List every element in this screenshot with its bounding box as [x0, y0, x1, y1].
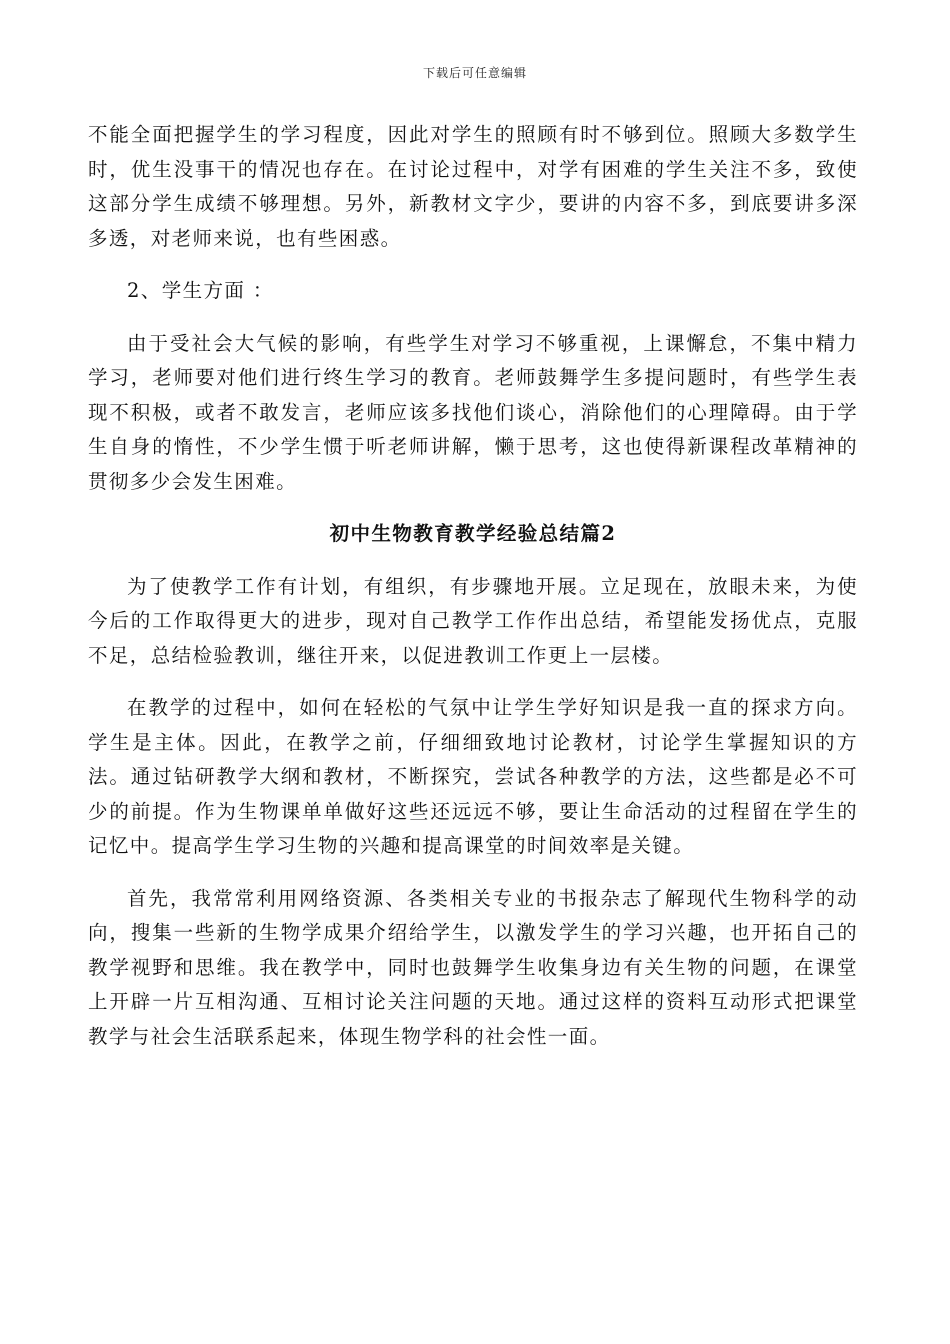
- paragraph-student-issues: 由于受社会大气候的影响，有些学生对学习不够重视，上课懈怠，不集中精力学习，老师要对他们进行终生学习的教育。老师鼓舞学生多提问题时，有些学生表现不积极，或者不敢发言，老师应该多找他们谈心，消除他们的心理障碍。由于学生自身的惰性，不少学生惯于听老师讲解，懒于思考，这也使得新课程改革精神的贯彻多少会发生困难。: [88, 331, 858, 493]
- paragraph-teacher-issues: 不能全面把握学生的学习程度，因此对学生的照顾有时不够到位。照顾大多数学生时，优生没事干的情况也存在。在讨论过程中，对学有困难的学生关注不多，致使这部分学生成绩不够理想。另外，新教材文字少，要讲的内容不多，到底要讲多深多透，对老师来说，也有些困惑。: [88, 123, 858, 250]
- paragraph-resources: 首先，我常常利用网络资源、各类相关专业的书报杂志了解现代生物科学的动向，搜集一些新的生物学成果介绍给学生，以激发学生的学习兴趣，也开拓自己的教学视野和思维。我在教学中，同时也鼓舞学生收集身边有关生物的问题，在课堂上开辟一片互相沟通、互相讨论关注问题的天地。通过这样的资料互动形式把课堂教学与社会生活联系起来，体现生物学科的社会性一面。: [88, 886, 858, 1048]
- section-title: 初中生物教育教学经验总结篇2: [329, 522, 617, 545]
- sub-heading-students: 2、学生方面 ：: [127, 279, 274, 302]
- paragraph-intro: 为了使教学工作有计划，有组织，有步骤地开展。立足现在，放眼未来，为使今后的工作取得更大的进步，现对自己教学工作作出总结，希望能发扬优点，克服不足，总结检验教训，继往开来，以促进教训工作更上一层楼。: [88, 574, 858, 667]
- header-note: 下载后可任意编辑: [422, 66, 527, 80]
- document-body: [88, 118, 858, 1054]
- paragraph-teaching-process: 在教学的过程中，如何在轻松的气氛中让学生学好知识是我一直的探求方向。学生是主体。因此，在教学之前，仔细细致地讨论教材，讨论学生掌握知识的方法。通过钻研教学大纲和教材，不断探究，尝试各种教学的方法，这些都是必不可少的前提。作为生物课单单做好这些还远远不够，要让生命活动的过程留在学生的记忆中。提高学生学习生物的兴趣和提高课堂的时间效率是关键。: [88, 696, 858, 857]
